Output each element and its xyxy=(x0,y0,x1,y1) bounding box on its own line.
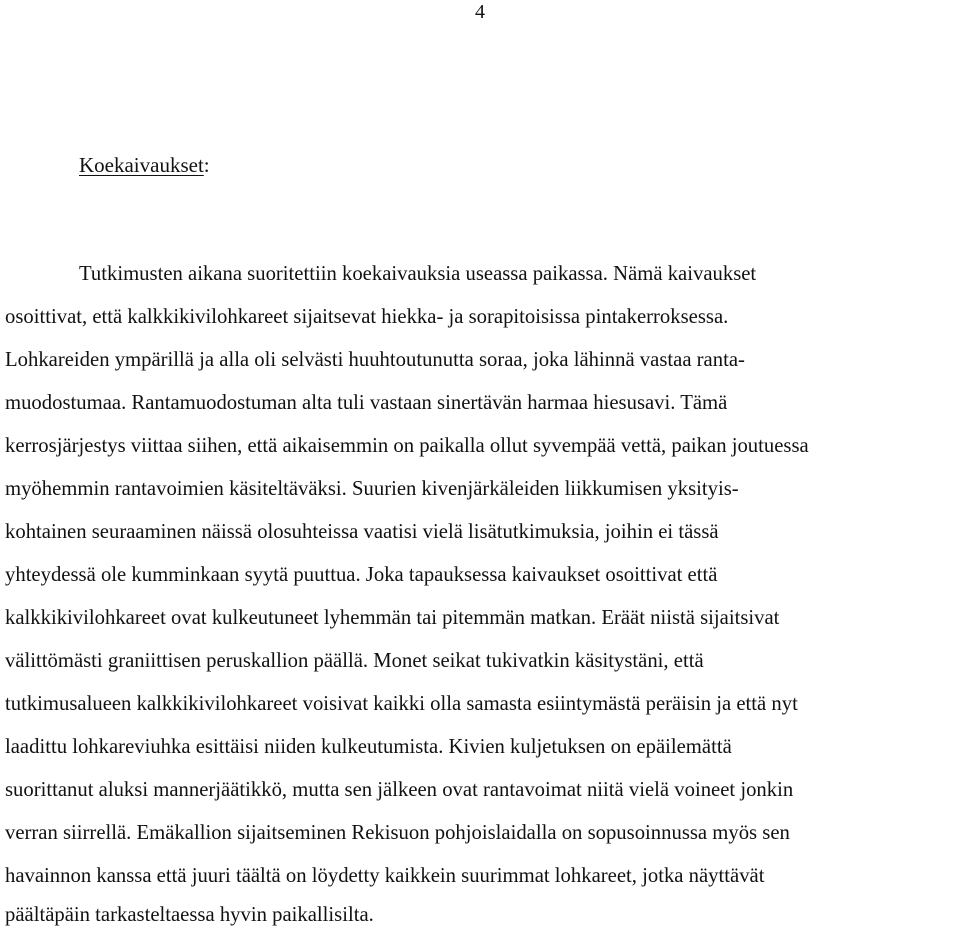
paragraph-line: kalkkikivilohkareet ovat kulkeutuneet lyhemmän tai pitemmän matkan. Eräät niistä sijaitsivat xyxy=(5,607,780,629)
paragraph-line: välittömästi graniittisen peruskallion päällä. Monet seikat tukivatkin käsitystäni, että xyxy=(5,650,704,672)
paragraph-line: laadittu lohkareviuhka esittäisi niiden kulkeutumista. Kivien kuljetuksen on epäilemättä xyxy=(5,736,732,758)
paragraph-line: yhteydessä ole kumminkaan syytä puuttua. Joka tapauksessa kaivaukset osoittivat että xyxy=(5,564,718,586)
paragraph-line: verran siirrellä. Emäkallion sijaitseminen Rekisuon pohjoislaidalla on sopusoinnussa myös sen xyxy=(5,822,790,844)
paragraph-line: päältäpäin tarkasteltaessa hyvin paikallisilta. xyxy=(5,904,374,926)
paragraph-line: Lohkareiden ympärillä ja alla oli selvästi huuhtoutunutta soraa, joka lähinnä vastaa ranta- xyxy=(5,349,745,371)
paragraph-line: myöhemmin rantavoimien käsiteltäväksi. Suurien kivenjärkäleiden liikkumisen yksityis- xyxy=(5,478,739,500)
paragraph-line: muodostumaa. Rantamuodostuman alta tuli vastaan sinertävän harmaa hiesusavi. Tämä xyxy=(5,392,728,414)
page-number: 4 xyxy=(475,1,485,23)
paragraph-line: Tutkimusten aikana suoritettiin koekaivauksia useassa paikassa. Nämä kaivaukset xyxy=(79,263,757,285)
paragraph-line: kerrosjärjestys viittaa siihen, että aikaisemmin on paikalla ollut syvempää vettä, paikan joutuessa xyxy=(5,435,809,457)
paragraph-line: kohtainen seuraaminen näissä olosuhteissa vaatisi vielä lisätutkimuksia, joihin ei tässä xyxy=(5,521,719,543)
paragraph-line: tutkimusalueen kalkkikivilohkareet voisivat kaikki olla samasta esiintymästä peräisin ja että nyt xyxy=(5,693,798,715)
paragraph-line: osoittivat, että kalkkikivilohkareet sijaitsevat hiekka- ja sorapitoisissa pintakerroksessa. xyxy=(5,306,729,328)
section-heading-text: Koekaivaukset xyxy=(79,153,204,177)
section-heading-colon: : xyxy=(203,153,210,177)
paragraph-line: suorittanut aluksi mannerjäätikkö, mutta sen jälkeen ovat rantavoimat niitä vielä voineet jonkin xyxy=(5,779,794,801)
paragraph-line: havainnon kanssa että juuri täältä on löydetty kaikkein suurimmat lohkareet, jotka näyttävät xyxy=(5,865,765,887)
